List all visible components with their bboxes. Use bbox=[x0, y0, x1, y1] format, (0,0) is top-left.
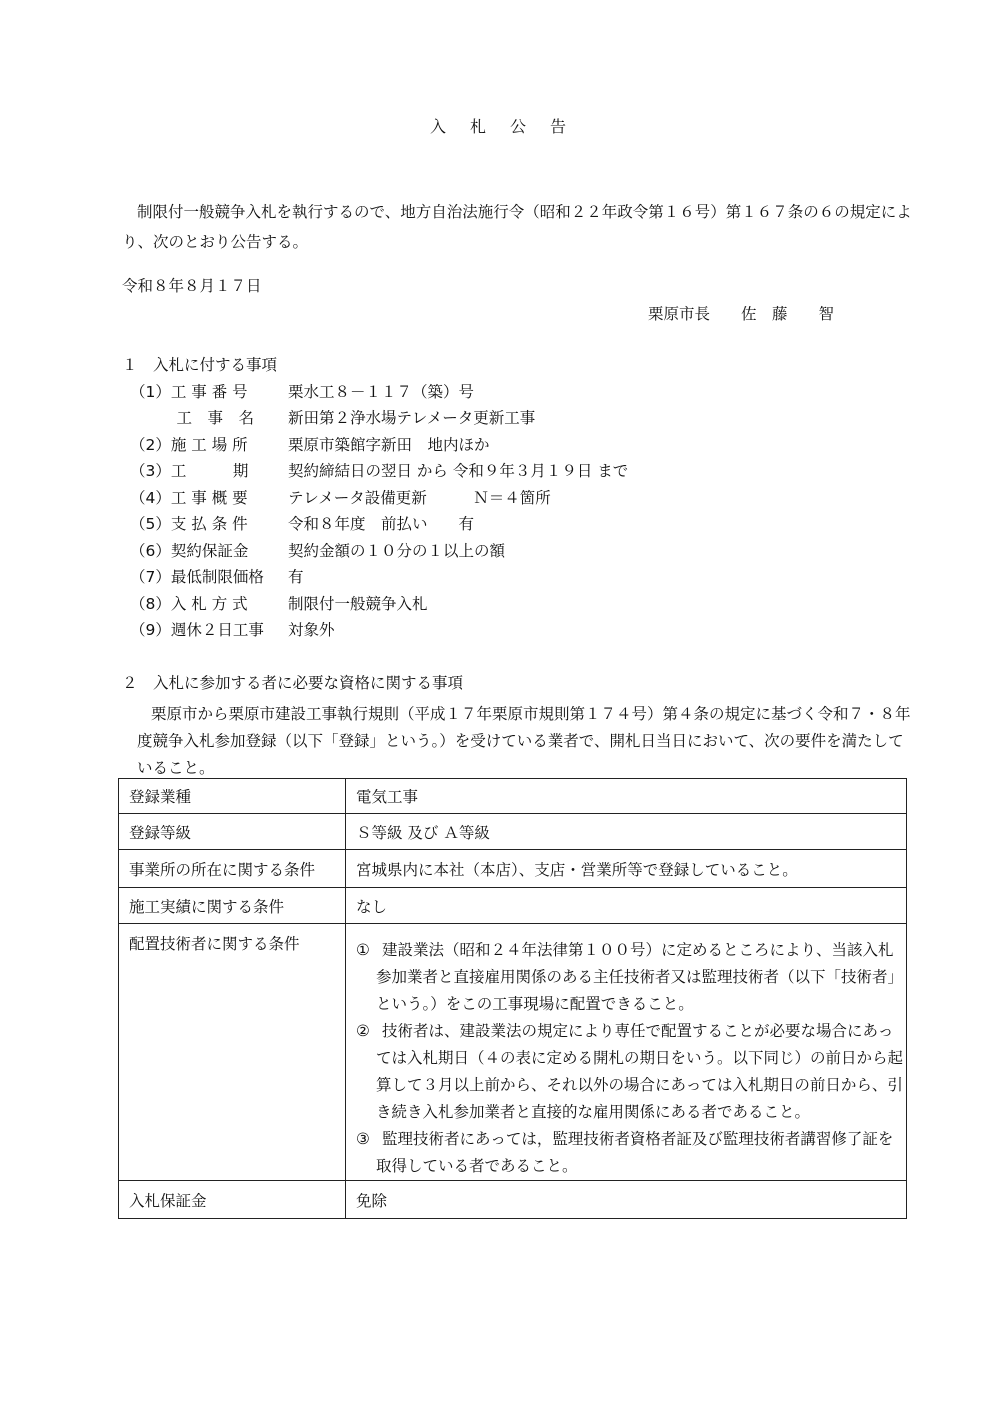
table-cell-label: 登録業種 bbox=[119, 779, 346, 814]
table-cell-value: 宮城県内に本社（本店）、支店・営業所等で登録していること。 bbox=[346, 850, 907, 888]
table-cell-value bbox=[346, 924, 907, 1181]
engineer-conditions bbox=[356, 924, 906, 1180]
requirements-table bbox=[118, 778, 907, 1219]
section2-paragraph bbox=[137, 701, 912, 782]
item-label: （2）施 工 場 所 bbox=[130, 436, 248, 454]
condition-item bbox=[356, 1018, 904, 1126]
condition-line: 建設業法（昭和２４年法律第１００号）に定めるところにより、当該入札 bbox=[382, 941, 894, 959]
item-label: （4）工 事 概 要 bbox=[130, 489, 248, 507]
item-label: 工 事 名 bbox=[130, 409, 255, 427]
item-value: 栗水工８－１１７（築）号 bbox=[288, 383, 475, 401]
item-label: （1）工 事 番 号 bbox=[130, 383, 248, 401]
item-value: 契約金額の１０分の１以上の額 bbox=[288, 542, 506, 560]
table-cell-value: 免除 bbox=[346, 1181, 907, 1219]
table-row bbox=[119, 924, 907, 1181]
section2-heading: ２ 入札に参加する者に必要な資格に関する事項 bbox=[122, 674, 464, 692]
table-cell-value: Ｓ等級 及び Ａ等級 bbox=[346, 814, 907, 850]
section2-text: 栗原市から栗原市建設工事執行規則（平成１７年栗原市規則第１７４号）第４条の規定に基づく令和７・８年度競争入札参加登録（以下「登録」という。）を受けている業者で、開札日当日において、次の要件を満たしていること。 bbox=[137, 705, 911, 777]
item-label: （9）週休２日工事 bbox=[130, 621, 264, 639]
item-label: （7）最低制限価格 bbox=[130, 568, 264, 586]
table-cell-label: 事業所の所在に関する条件 bbox=[119, 850, 346, 888]
item-value: 対象外 bbox=[288, 621, 335, 639]
condition-line: 参加業者と直接雇用関係のある主任技術者又は監理技術者（以下「技術者」 bbox=[376, 968, 904, 986]
item-value: 栗原市築館字新田 地内ほか bbox=[288, 436, 490, 454]
condition-line: 監理技術者にあっては，監理技術者資格者証及び監理技術者講習修了証を bbox=[382, 1130, 894, 1148]
table-row bbox=[119, 1181, 907, 1219]
condition-item bbox=[356, 1126, 894, 1180]
table-row bbox=[119, 779, 907, 814]
table-cell-label: 施工実績に関する条件 bbox=[119, 888, 346, 924]
condition-item bbox=[356, 937, 904, 1018]
item-value: 令和８年度 前払い 有 bbox=[288, 515, 475, 533]
condition-line: き続き入札参加業者と直接的な雇用関係にある者であること。 bbox=[376, 1103, 811, 1121]
table-cell-label bbox=[119, 924, 346, 1181]
condition-line: 取得している者であること。 bbox=[376, 1157, 578, 1175]
table-row bbox=[119, 814, 907, 850]
document-title: 入 札 公 告 bbox=[429, 117, 570, 136]
condition-line: 算して３月以上前から、それ以外の場合にあっては入札期日の前日から、引 bbox=[376, 1076, 903, 1094]
item-value: 新田第２浄水場テレメータ更新工事 bbox=[288, 409, 536, 427]
item-label: （8）入 札 方 式 bbox=[130, 595, 248, 613]
item-value: テレメータ設備更新 Ｎ＝４箇所 bbox=[288, 489, 551, 507]
table-cell-value: 電気工事 bbox=[346, 779, 907, 814]
condition-marker: ③ bbox=[356, 1130, 370, 1148]
table-cell-value: なし bbox=[346, 888, 907, 924]
item-label: （6）契約保証金 bbox=[130, 542, 249, 560]
table-cell-label: 入札保証金 bbox=[119, 1181, 346, 1219]
section1-heading: １ 入札に付する事項 bbox=[122, 356, 278, 374]
intro-text: 制限付一般競争入札を執行するので、地方自治法施行令（昭和２２年政令第１６号）第１６７条の６の規定により、次のとおり公告する。 bbox=[122, 203, 912, 251]
notice-date: 令和８年８月１７日 bbox=[122, 277, 262, 295]
condition-line: 技術者は、建設業法の規定により専任で配置することが必要な場合にあっ bbox=[382, 1022, 894, 1040]
table-cell-label: 登録等級 bbox=[119, 814, 346, 850]
engineer-label: 配置技術者に関する条件 bbox=[129, 935, 300, 953]
item-value: 制限付一般競争入札 bbox=[288, 595, 428, 613]
intro-paragraph bbox=[122, 197, 912, 257]
condition-marker: ② bbox=[356, 1022, 370, 1040]
item-value: 有 bbox=[288, 568, 304, 586]
item-value: 契約締結日の翌日 から 令和９年３月１９日 まで bbox=[288, 462, 629, 480]
item-label: （5）支 払 条 件 bbox=[130, 515, 248, 533]
condition-line: ては入札期日（４の表に定める開札の期日をいう。以下同じ）の前日から起 bbox=[376, 1049, 904, 1067]
table-row bbox=[119, 888, 907, 924]
signer-name: 栗原市長 佐 藤 智 bbox=[648, 305, 835, 323]
table-row bbox=[119, 850, 907, 888]
condition-marker: ① bbox=[356, 941, 370, 959]
condition-line: という。）をこの工事現場に配置できること。 bbox=[376, 995, 694, 1013]
item-label: （3）工 期 bbox=[130, 462, 249, 480]
